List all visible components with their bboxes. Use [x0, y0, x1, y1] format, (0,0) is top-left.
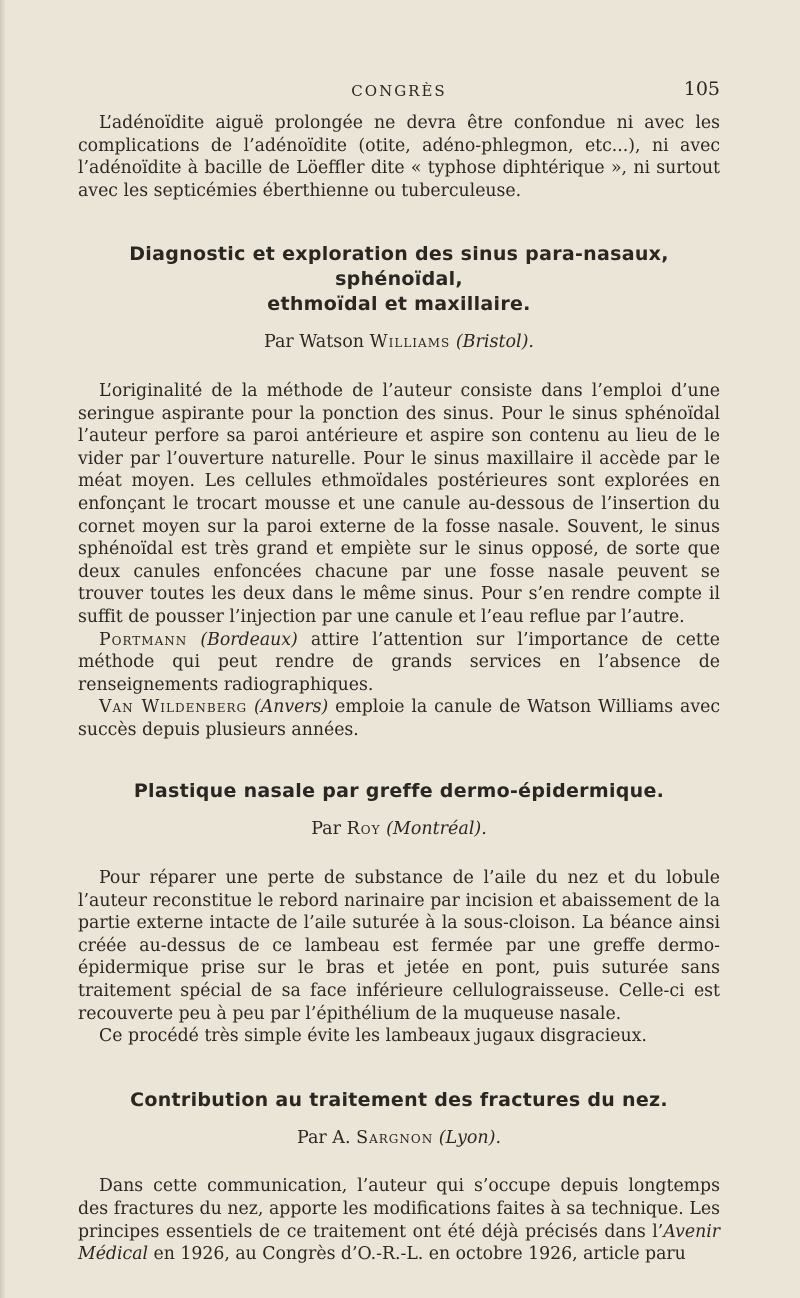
- author-byline: [78, 1127, 720, 1150]
- section-title: [78, 779, 720, 804]
- comment-text: attire l’attention sur l’importance de cette méthode qui peut rendre de grands services en l’absence de renseignements radiographiques.: [78, 629, 720, 695]
- journal-title: Avenir Médical: [78, 1221, 720, 1265]
- comment-paragraph: [78, 629, 720, 697]
- running-header: [78, 78, 720, 108]
- section-title: [78, 242, 720, 317]
- intro-paragraph: L’adénoïdite aiguë prolongée ne devra être confondue ni avec les complications de l’adénoïdite (otite, adéno-phlegmon, etc...), ni avec l’adénoïdite à bacille de Löeffler dite « typhose diphtérique », ni surtout avec les septicémies éberthienne ou tuberculeuse.: [78, 113, 720, 201]
- body-paragraph: Pour réparer une perte de substance de l’aile du nez et du lobule l’auteur reconstitue le rebord narinaire par incision et abaissement de la partie externe intacte de l’aile suturée à la sous-cloison. La béance ainsi créée au-dessus de ce lambeau est fermée par une greffe dermo-épidermique prise sur le bras et jetée en pont, puis suturée sans traitement spécial de sa face inférieure cellulograisseuse. Celle-ci est recouverte peu à peu par l’épithélium de la muqueuse nasale.: [78, 868, 720, 1024]
- author-byline: [78, 331, 720, 354]
- comment-text: emploie la canule de Watson Williams avec succès depuis plusieurs années.: [78, 697, 720, 740]
- page-number: 105: [683, 78, 720, 100]
- page-content: [78, 112, 720, 1266]
- paragraph-text: en 1926, au Congrès d’O.-R.-L. en octobre 1926, article paru: [148, 1244, 686, 1265]
- header-title: CONGRÈS: [351, 82, 447, 100]
- comment-paragraph: [78, 696, 720, 741]
- section-title: [78, 1088, 720, 1113]
- commenter-place: (Bordeaux): [200, 629, 298, 650]
- author-place: (Montréal).: [386, 819, 487, 840]
- section-title-line: ethmoïdal et maxillaire.: [267, 293, 531, 316]
- author-name: Roy: [346, 819, 381, 840]
- byline-prefix: Par A.: [296, 1127, 351, 1148]
- author-name: Williams: [369, 332, 451, 353]
- body-paragraph: L’originalité de la méthode de l’auteur consiste dans l’emploi d’une seringue aspirante pour la ponction des sinus. Pour le sinus sphénoïdal l’auteur perfore sa paroi antérieure et aspire son contenu au lieu de le vider par l’ouverture naturelle. Pour le sinus maxillaire il accède par le méat moyen. Les cellules ethmoïdales postérieures sont explorées en enfonçant le trocart mousse et une canule au-dessous de l’insertion du cornet moyen sur la paroi externe de la fosse nasale. Souvent, le sinus sphénoïdal est très grand et empiète sur le sinus opposé, de sorte que deux canules enfoncées chacune par une fosse nasale peuvent se trouver toutes les deux dans le même sinus. Pour s’en rendre compte il suffit de pousser l’injection par une canule et l’eau reflue par l’autre.: [78, 380, 720, 627]
- byline-prefix: Par Watson: [263, 332, 365, 353]
- commenter-name: Van Wildenberg: [99, 697, 248, 718]
- commenter-place: (Anvers): [254, 697, 329, 718]
- author-place: (Lyon).: [438, 1127, 502, 1148]
- body-paragraph: [78, 1175, 720, 1265]
- byline-prefix: Par: [311, 819, 341, 840]
- section-title-line: Diagnostic et exploration des sinus para-nasaux, sphénoïdal,: [129, 243, 669, 291]
- author-name: Sargnon: [356, 1127, 434, 1148]
- commenter-name: Portmann: [99, 629, 188, 650]
- page-edge-shadow: [0, 0, 6, 1298]
- paragraph-text: Dans cette communication, l’auteur qui s’occupe depuis longtemps des fractures du nez, apporte les modifications faites à sa technique. Les principes essentiels de ce traitement ont été déjà précisés dans l’: [78, 1176, 720, 1242]
- body-paragraph: Ce procédé très simple évite les lambeaux jugaux disgracieux.: [99, 1026, 647, 1047]
- section-title-line: Plastique nasale par greffe dermo-épidermique.: [133, 780, 665, 803]
- section-title-line: Contribution au traitement des fractures du nez.: [130, 1088, 668, 1111]
- author-byline: [78, 818, 720, 841]
- author-place: (Bristol).: [455, 332, 534, 353]
